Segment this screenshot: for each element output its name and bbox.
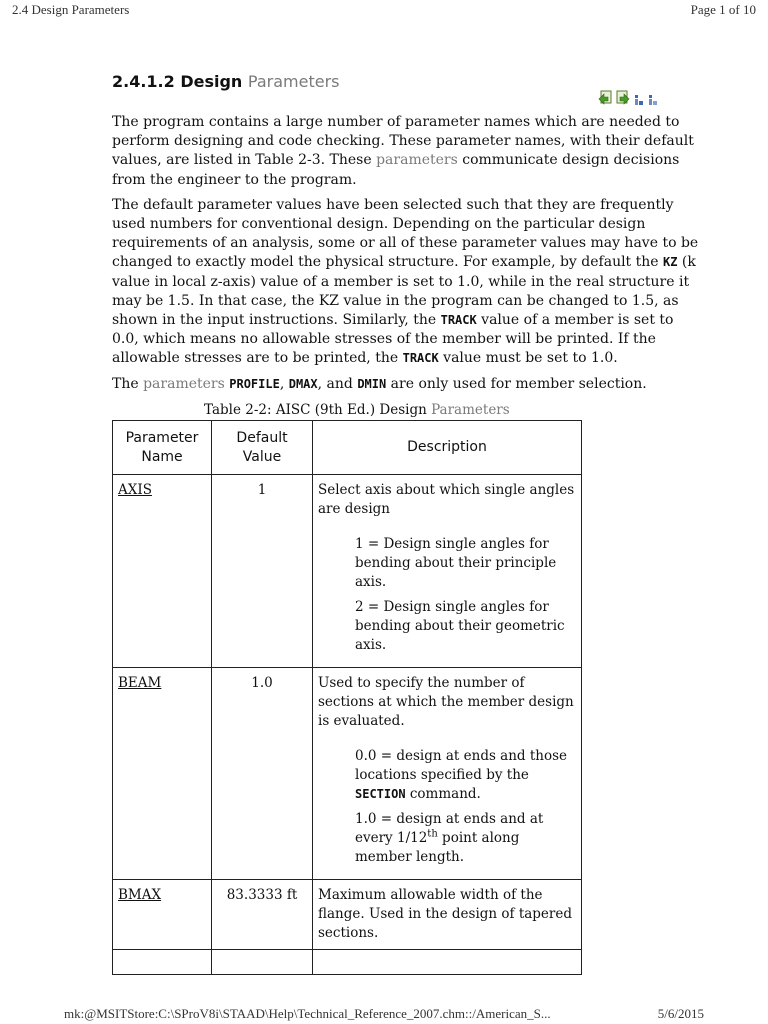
footer-file-path: mk:@MSITStore:C:\SProV8i\STAAD\Help\Technical_Reference_2007.chm::/American_S... xyxy=(64,1006,551,1021)
code-profile: PROFILE xyxy=(229,376,280,391)
table-row xyxy=(113,880,582,950)
table-caption: Table 2-2: AISC (9th Ed.) Design Parameters xyxy=(204,402,510,418)
code-section: SECTION xyxy=(355,787,406,801)
parameter-description: Used to specify the number of sections at which the member design is evaluated. 0.0 = design at ends and those locations specified by the SECTION command. 1.0 = design at ends and at every 1/12th point along member length. xyxy=(313,668,582,880)
option-item: 1.0 = design at ends and at every 1/12th point along member length. xyxy=(355,811,544,865)
next-topic-icon[interactable] xyxy=(616,90,630,110)
code-kz: KZ xyxy=(663,255,678,270)
header-default-value: Default Value xyxy=(212,421,313,475)
parameters-table xyxy=(112,420,582,975)
code-dmin: DMIN xyxy=(357,376,387,391)
header-section-title: 2.4 Design Parameters xyxy=(12,2,130,17)
share-icon[interactable] xyxy=(648,91,658,110)
option-item: 2 = Design single angles for bending about their geometric axis. xyxy=(355,599,565,653)
option-item: 1 = Design single angles for bending about their principle axis. xyxy=(355,536,557,590)
table-row xyxy=(113,475,582,668)
paragraph-defaults: The default parameter values have been selected such that they are frequently used numbers for conventional design. Depending on the particular design requirements of an analysis, some or all of these parameter values may have to be changed to exactly model the physical structure. For example, by default the KZ (k value in local z-axis) value of a member is set to 1.0, while in the real structure it may be 1.5. In that case, the KZ value in the program can be changed to 1.5, as shown in the input instructions. Similarly, the TRACK value of a member is set to 0.0, which means no allowable stresses of the member will be printed. If the allowable stresses are to be printed, the TRACK value must be set to 1.0. xyxy=(112,196,699,367)
default-value: 1.0 xyxy=(212,668,313,880)
previous-topic-icon[interactable] xyxy=(598,90,612,110)
topic-toolbar xyxy=(598,90,658,110)
paragraph-selection: The parameters PROFILE, DMAX, and DMIN are only used for member selection. xyxy=(112,375,647,392)
title-number: 2.4.1.2 Design xyxy=(112,72,243,91)
body-text xyxy=(112,113,704,400)
keyword-link[interactable]: parameters xyxy=(143,375,225,392)
code-dmax: DMAX xyxy=(288,376,318,391)
table-header-row xyxy=(113,421,582,475)
default-value: 1 xyxy=(212,475,313,668)
header-description: Description xyxy=(313,421,582,475)
page-title xyxy=(112,72,339,91)
parameter-description: Select axis about which single angles are design 1 = Design single angles for bending about their principle axis. 2 = Design single angles for bending about their geometric axis. xyxy=(313,475,582,668)
parameter-name[interactable]: BEAM xyxy=(113,668,212,880)
header-parameter-name: Parameter Name xyxy=(113,421,212,475)
parameter-name[interactable]: AXIS xyxy=(113,475,212,668)
parameter-description: Maximum allowable width of the flange. Used in the design of tapered sections. xyxy=(313,880,582,950)
keyword-link[interactable]: parameters xyxy=(376,152,458,169)
table-row-partial xyxy=(113,950,582,975)
parameter-name[interactable]: BMAX xyxy=(113,880,212,950)
footer-date: 5/6/2015 xyxy=(657,1006,704,1021)
table-row xyxy=(113,668,582,880)
code-track: TRACK xyxy=(440,313,477,328)
title-keyword: Parameters xyxy=(247,72,340,91)
default-value: 83.3333 ft xyxy=(212,880,313,950)
code-track: TRACK xyxy=(402,351,439,366)
option-item: 0.0 = design at ends and those locations specified by the SECTION command. xyxy=(355,748,568,802)
keyword-link[interactable]: Parameters xyxy=(431,402,510,418)
paragraph-intro: The program contains a large number of parameter names which are needed to perform designing and code checking. These parameter names, with their default values, are listed in Table 2-3. These parameters communicate design decisions from the engineer to the program. xyxy=(112,114,694,188)
print-icon[interactable] xyxy=(634,91,644,110)
header-page-number: Page 1 of 10 xyxy=(690,2,756,17)
